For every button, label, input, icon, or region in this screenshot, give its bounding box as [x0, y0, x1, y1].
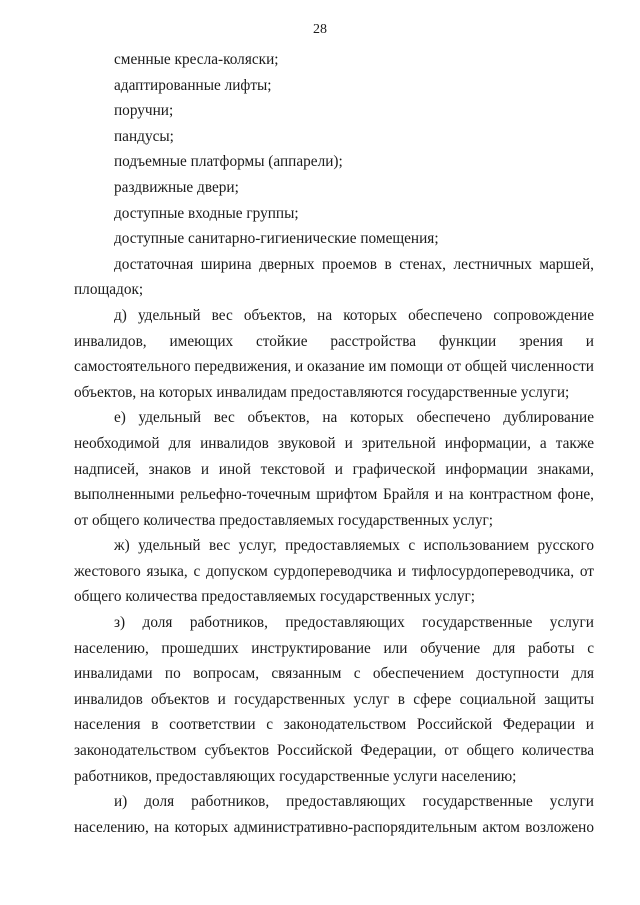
paragraph-line: инвалидами по вопросам, связанным с обеспечением доступности для	[74, 665, 594, 683]
paragraph-line: ж) удельный вес услуг, предоставляемых с использованием русского	[114, 537, 594, 555]
paragraph-line: населению, прошедших инструктирование или обучение для работы с	[74, 639, 594, 657]
list-item: пандусы;	[114, 127, 174, 145]
paragraph-d	[74, 303, 594, 405]
paragraph-line: законодательством субъектов Российской Федерации, от общего количества	[74, 742, 594, 760]
paragraph-line: самостоятельного передвижения, и оказание им помощи от общей численности	[74, 358, 594, 376]
paragraph-line: общего количества предоставляемых государственных услуг;	[74, 588, 476, 606]
paragraph-zh	[74, 533, 594, 610]
paragraph-line: необходимой для инвалидов звуковой и зрительной информации, а также	[74, 434, 594, 452]
paragraph-line: населения в соответствии с законодательством Российской Федерации и	[74, 716, 594, 734]
paragraph-line: объектов, на которых инвалидам предоставляются государственные услуги;	[74, 383, 570, 401]
document-body	[74, 47, 594, 840]
paragraph-line: жестового языка, с допуском сурдопереводчика и тифлосурдопереводчика, от	[74, 562, 594, 580]
list-item: доступные санитарно-гигиенические помещения;	[114, 230, 439, 248]
list-item: поручни;	[114, 102, 174, 120]
paragraph-line: населению, на которых административно-распорядительным актом возложено	[74, 818, 594, 836]
list-item: раздвижные двери;	[114, 178, 239, 196]
list-item: подъемные платформы (аппарели);	[114, 153, 343, 171]
list-item: доступные входные группы;	[114, 204, 299, 222]
paragraph-line: д) удельный вес объектов, на которых обеспечено сопровождение	[114, 306, 594, 324]
paragraph-line: работников, предоставляющих государственные услуги населению;	[74, 767, 517, 785]
paragraph-i	[74, 789, 594, 840]
paragraph-z	[74, 610, 594, 789]
paragraph-door-width	[74, 252, 594, 303]
list-item: сменные кресла-коляски;	[114, 51, 279, 68]
paragraph-line: достаточная ширина дверных проемов в стенах, лестничных маршей,	[114, 255, 594, 273]
paragraph-line: и) доля работников, предоставляющих государственные услуги	[114, 793, 594, 811]
paragraph-line: от общего количества предоставляемых государственных услуг;	[74, 511, 493, 529]
paragraph-line: з) доля работников, предоставляющих государственные услуги	[114, 614, 594, 632]
paragraph-line: выполненными рельефно-точечным шрифтом Брайля и на контрастном фоне,	[74, 486, 594, 504]
paragraph-line: инвалидов, имеющих стойкие расстройства функции зрения и	[74, 332, 594, 350]
paragraph-line: е) удельный вес объектов, на которых обеспечено дублирование	[114, 409, 594, 427]
paragraph-line: надписей, знаков и иной текстовой и графической информации знаками,	[74, 460, 594, 478]
paragraph-e	[74, 405, 594, 533]
paragraph-line: инвалидов объектов и государственных услуг в сфере социальной защиты	[74, 690, 594, 708]
paragraph-line: площадок;	[74, 281, 144, 299]
page-number: 28	[313, 22, 327, 37]
list-item: адаптированные лифты;	[114, 76, 272, 94]
